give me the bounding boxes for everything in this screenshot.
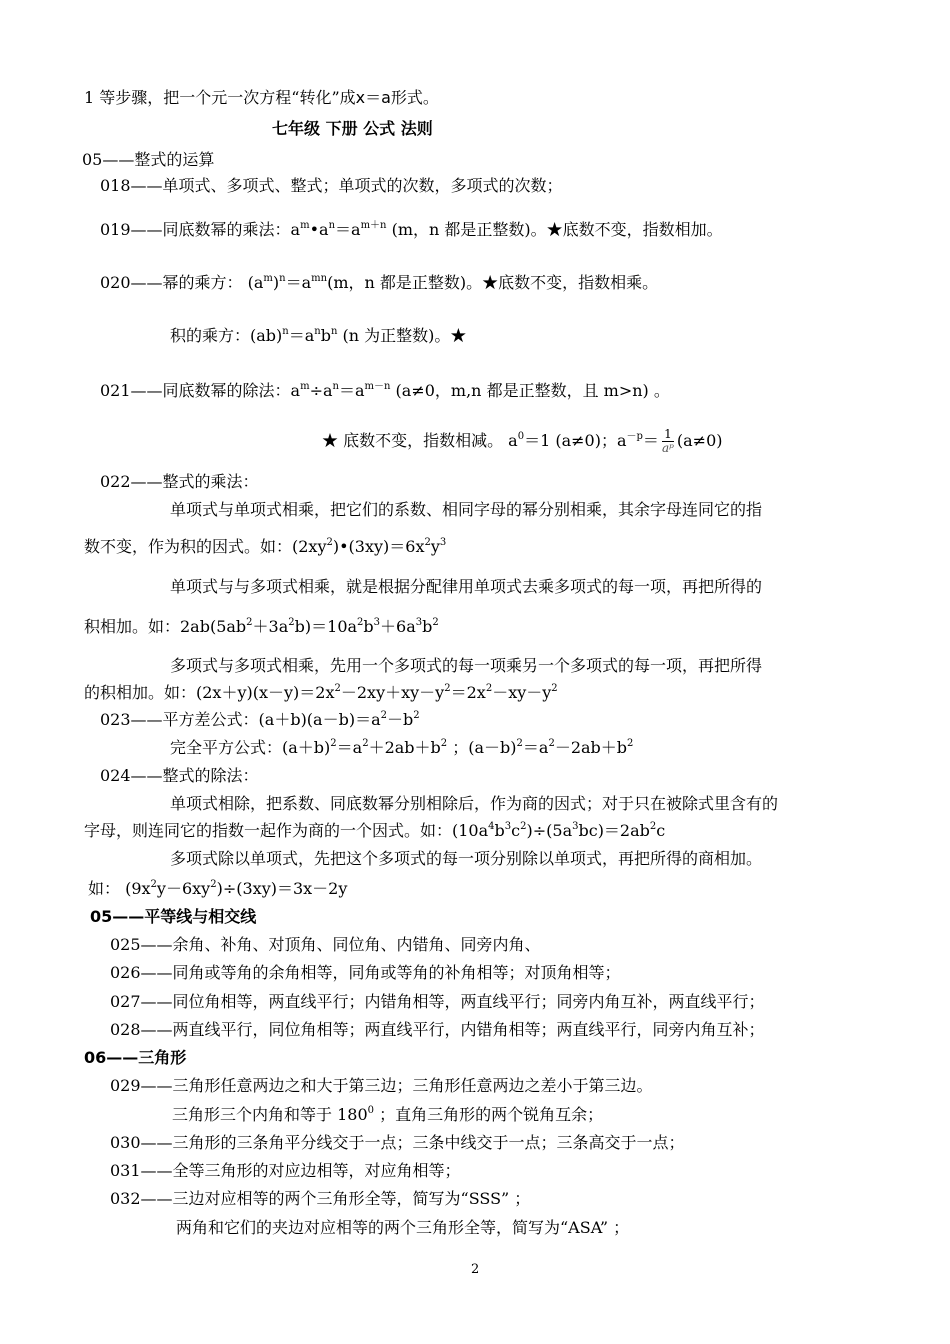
heading-05-integral-operations: 05——整式的运算 — [82, 150, 215, 169]
para-mono-mono-1: 单项式与单项式相乘，把它们的系数、相同字母的幂分别相乘，其余字母连同它的指 — [170, 500, 763, 519]
para-mono-poly-2: 积相加。如：$2ab(5ab^2+3a^2b)=10a^2b^3+6a^3b^2$ — [84, 617, 439, 636]
rule-020: 020——幂的乘方： $(a^m)^n=a^{mn}(m$，n 都是正整数)。★底数不变，指数相乘。 — [100, 273, 659, 292]
rule-018: 018——单项式、多项式、整式；单项式的次数，多项式的次数； — [100, 176, 563, 195]
para-mono-div-1: 单项式相除，把系数、同底数幂分别相除后，作为商的因式；对于只在被除式里含有的 — [170, 794, 779, 813]
rule-028: 028——两直线平行，同位角相等；两直线平行，内错角相等；两直线平行，同旁内角互补； — [110, 1020, 765, 1039]
rule-030: 030——三角形的三条角平分线交于一点；三条中线交于一点；三条高交于一点； — [110, 1133, 685, 1152]
rule-product-power: 积的乘方：$(ab)^n=a^nb^n$ (n 为正整数)。★ — [170, 326, 467, 345]
para-poly-div-1: 多项式除以单项式，先把这个多项式的每一项分别除以单项式，再把所得的商相加。 — [170, 849, 763, 868]
rule-023-perfect-square: 完全平方公式：$(a+b)^2=a^2+2ab+b^2$ ；$(a-b)^2=a^2-2ab+b^2$ — [170, 738, 634, 757]
rule-029-angles: 三角形三个内角和等于 $180^0$ ；直角三角形的两个锐角互余； — [172, 1105, 604, 1124]
rule-032-asa: 两角和它们的夹边对应相等的两个三角形全等，简写为“ASA” ； — [176, 1218, 630, 1237]
intro-line: 1 等步骤，把一个元一次方程“转化”成x＝a形式。 — [84, 88, 439, 107]
rule-024: 024——整式的除法： — [100, 766, 259, 785]
para-poly-poly-2: 的积相加。如：$(2x+y)(x-y)=2x^2-2xy+xy-y^2=2x^2-xy-y^2$ — [84, 683, 558, 702]
rule-025: 025——余角、补角、对顶角、同位角、内错角、同旁内角、 — [110, 935, 541, 954]
para-poly-div-2: 如： $(9x^2y-6xy^2)\div(3xy)=3x-2y$ — [88, 879, 348, 898]
rule-022: 022——整式的乘法： — [100, 472, 259, 491]
rule-032: 032——三边对应相等的两个三角形全等，简写为“SSS” ； — [110, 1189, 531, 1208]
rule-027: 027——同位角相等，两直线平行；内错角相等，两直线平行；同旁内角互补，两直线平行； — [110, 992, 765, 1011]
rule-019: 019——同底数幂的乘法：$a^m•a^n=a^{m+n}$ (m，n 都是正整数)。★底数不变，指数相加。 — [100, 220, 723, 239]
fraction-one-over-a-p: $\frac{1}{\text{aᵖ}}$ — [661, 427, 674, 455]
para-poly-poly-1: 多项式与多项式相乘，先用一个多项式的每一项乘另一个多项式的每一项，再把所得 — [170, 656, 763, 675]
para-mono-poly-1: 单项式与与多项式相乘，就是根据分配律用单项式去乘多项式的每一项，再把所得的 — [170, 577, 763, 596]
rule-031: 031——全等三角形的对应边相等，对应角相等； — [110, 1161, 461, 1180]
para-mono-mono-2: 数不变，作为积的因式。如：$(2xy^2)•(3xy)=6x^2y^3$ — [84, 537, 447, 556]
rule-023: 023——平方差公式：$(a+b)(a-b)=a^2-b^2$ — [100, 710, 420, 729]
section-title: 七年级 下册 公式 法则 — [272, 119, 433, 138]
rule-029: 029——三角形任意两边之和大于第三边；三角形任意两边之差小于第三边。 — [110, 1076, 653, 1095]
para-mono-div-2: 字母，则连同它的指数一起作为商的一个因式。如：$(10a^4b^3c^2)\div(5a^3bc)=2ab^2c$ — [84, 821, 666, 840]
heading-06-triangles: 06——三角形 — [84, 1048, 187, 1067]
rule-021: 021——同底数幂的除法：$a^m\div a^n=a^{m-n}$ (a≠0，m,n 都是正整数，且 m>n) 。 — [100, 381, 670, 400]
heading-05-parallel-lines: 05——平等线与相交线 — [90, 907, 257, 926]
rule-026: 026——同角或等角的余角相等，同角或等角的补角相等；对顶角相等； — [110, 963, 621, 982]
rule-021-note: ★ 底数不变，指数相减。 $a^0=1$ (a≠0)；$a^{-p}=$ $\frac{1}{\text{aᵖ}}$ (a≠0) — [322, 427, 723, 455]
page-number: 2 — [471, 1262, 480, 1277]
